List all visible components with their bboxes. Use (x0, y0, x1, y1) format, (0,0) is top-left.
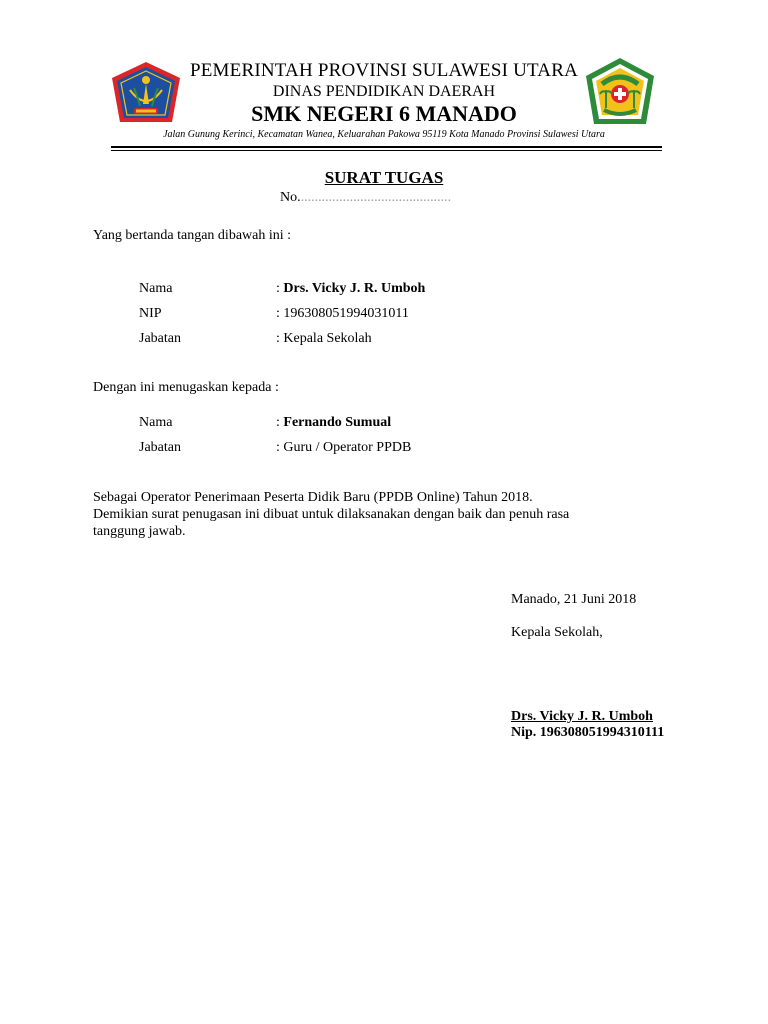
assignee-name-value: Fernando Sumual (283, 415, 392, 430)
document-number-blank: ........................................... (300, 190, 452, 205)
signer-name-value: Drs. Vicky J. R. Umboh (283, 281, 426, 296)
signer-title: Kepala Sekolah, (511, 625, 603, 640)
signer-name-colon: : (276, 281, 284, 296)
paragraph-line-1: Sebagai Operator Penerimaan Peserta Didik Baru (PPDB Online) Tahun 2018. (93, 490, 533, 505)
document-number (280, 190, 451, 206)
intro-text: Yang bertanda tangan dibawah ini : (93, 228, 292, 243)
assignee-name-colon: : (276, 415, 284, 430)
letterhead-divider-thick (111, 146, 662, 148)
signer-position-label: Jabatan (139, 331, 181, 346)
signer-nip-value: : 196308051994031011 (276, 306, 409, 321)
document-title: SURAT TUGAS (324, 168, 444, 187)
letterhead-divider-thin (111, 150, 662, 151)
assignee-position-label: Jabatan (139, 440, 181, 455)
signature-nip: Nip. 196308051994310111 (511, 725, 665, 740)
letterhead-address: Jalan Gunung Kerinci, Kecamatan Wanea, Keluarahan Pakowa 95119 Kota Manado Provinsi Sulawesi Utara (163, 129, 605, 140)
signer-name-row (276, 281, 425, 297)
paragraph-line-2: Demikian surat penugasan ini dibuat untuk dilaksanakan dengan baik dan penuh rasa (93, 507, 570, 522)
place-and-date: Manado, 21 Juni 2018 (511, 592, 637, 607)
assignee-name-label: Nama (139, 415, 173, 430)
signer-position-value: : Kepala Sekolah (276, 331, 372, 346)
paragraph-line-3: tanggung jawab. (93, 524, 186, 539)
signer-nip-label: NIP (139, 306, 162, 321)
letterhead-government: PEMERINTAH PROVINSI SULAWESI UTARA (189, 60, 579, 81)
letterhead-department: DINAS PENDIDIKAN DAERAH (272, 83, 496, 100)
assignment-intro-text: Dengan ini menugaskan kepada : (93, 380, 279, 395)
assignee-position-value: : Guru / Operator PPDB (276, 440, 412, 455)
signature-name: Drs. Vicky J. R. Umboh (511, 709, 653, 724)
letterhead-school-name: SMK NEGERI 6 MANADO (251, 101, 517, 126)
document-number-prefix: No. (280, 190, 301, 205)
assignee-name-row (276, 415, 391, 431)
signer-name-label: Nama (139, 281, 173, 296)
